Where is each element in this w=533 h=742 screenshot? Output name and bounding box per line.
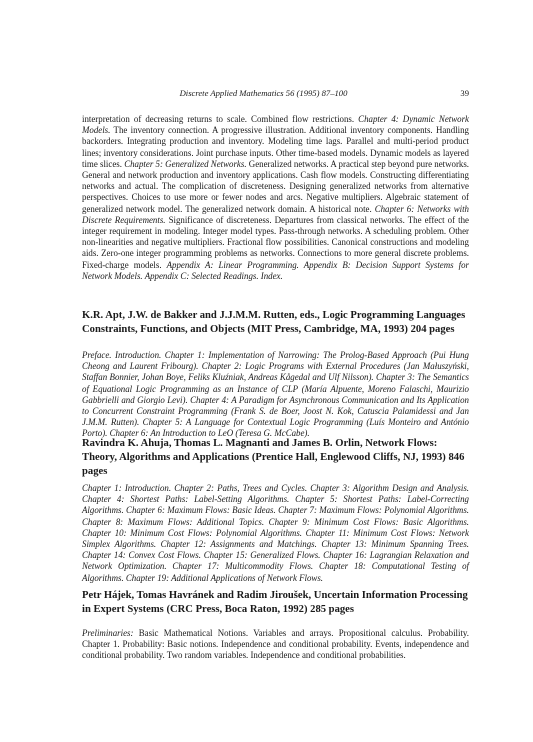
review-continuation-text (82, 114, 469, 282)
running-header (58, 88, 469, 100)
journal-reference: Discrete Applied Mathematics 56 (1995) 87–100 (179, 88, 348, 98)
book-contents-hajek (82, 628, 469, 662)
text-run: Generalized networks. A practical step beyond pure networks. General and network production and inventory applications. Cash flow models. Constructing differentiating networks and actual. The complication of discreteness. Designing generalized networks from alternative perspectives. Choices to use more or fewer nodes and arcs. Negative multipliers. Algebraic statement of generalized network model. The generalized network domain. A historical note. (82, 158, 470, 214)
chapter-heading: Chapter 4: Dynamic Network Models. (82, 114, 469, 136)
contents-heading: Preliminaries: (82, 628, 139, 638)
text-run: Chapter 1. (82, 639, 123, 650)
appendix-list: Appendix A: Linear Programming. Appendix B: Decision Support Systems for Network Models. Appendix C: Selected Readings. Index. (82, 259, 470, 281)
contents-text: Chapter 1: Introduction. Chapter 2: Paths, Trees and Cycles. Chapter 3: Algorithm Design and Analysis. Chapter 4: Shortest Paths: Label-Setting Algorithms. Chapter 5: Shortest Paths: Label-Correcting Algorithms. Chapter 6: Maximum Flows: Basic Ideas. Chapter 7: Maximum Flows: Polynomial Algorithms. Chapter 8: Maximum Flows: Additional Topics. Chapter 9: Minimum Cost Flows: Basic Algorithms. Chapter 10: Minimum Cost Flows: Polynomial Algorithms. Chapter 11: Minimum Cost Flows: Network Simplex Algorithms. Chapter 12: Assignments and Matchings. Chapter 13: Minimum Spanning Trees. Chapter 14: Convex Cost Flows. Chapter 15: Generalized Flows. Chapter 16: Lagrangian Relaxation and Network Optimization. Chapter 17: Multicommodity Flows. Chapter 18: Computational Testing of Algorithms. Chapter 19: Additional Applications of Network Flows. (82, 483, 469, 583)
contents-text: Preface. Introduction. Chapter 1: Implementation of Narrowing: The Prolog-Based Approach (Pui Hung Cheong and Laurent Fribourg). Chapter 2: Logic Programs with External Procedures (Jan Małuszyński, Staffan Bonnier, Johan Boye, Feliks Kluźniak, Andreas Kågedal and Ulf Nilsson). Chapter 3: The Semantics of Equational Logic Programming as an Instance of CLP (María Alpuente, Moreno Falaschi, Maurizio Gabbrielli and Giorgio Levi). Chapter 4: A Paradigm for Asynchronous Communication and Its Application to Concurrent Constraint Programming (Frank S. de Boer, Joost N. Kok, Catuscia Palamidessi and Jan J.M.M. Rutten). Chapter 5: A Language for Contextual Logic Programming (Luís Monteiro and António Porto). Chapter 6: An Introduction to LeO (Teresa G. McCabe). (82, 350, 469, 439)
book-contents-apt (82, 350, 469, 440)
text-run: The inventory connection. A progressive illustration. Additional inventory components. Handling backorders. Integrating production and inventory. Modeling time lags. Parallel and multi-period product lines; inventory considerations. Joint purchase inputs. Other time-based models. Dynamic models as layered time slices. (82, 125, 469, 169)
page-number: 39 (460, 88, 469, 98)
book-contents-ahuja (82, 483, 469, 584)
text-run: Basic Mathematical Notions. Variables and arrays. Propositional calculus. Probability. (138, 628, 470, 638)
book-title-apt: K.R. Apt, J.W. de Bakker and J.J.M.M. Rutten, eds., Logic Programming Languages Constraints, Functions, and Objects (MIT Press, Cambridge, MA, 1993) 204 pages (82, 310, 466, 336)
book-title-ahuja: Ravindra K. Ahuja, Thomas L. Magnanti and James B. Orlin, Network Flows: Theory, Algorithms and Applications (Prentice Hall, Englewood Cliffs, NJ, 1993) 846 pages (82, 438, 465, 478)
text-run: Significance of discreteness. Departures from classical networks. The effect of the integer requirement in modeling. Integer model types. Pass-through networks. A scheduling problem. Other non-linearities and negative multipliers. Fractional flow possibilities. Canonical constructions and modeling aids. Zero-one integer programming problems as networks. Connections to more general discrete problems. Fixed-charge models. (82, 214, 469, 270)
text-run: Probability: Basic notions. Independence and conditional probability. Events, independence and conditional probability. Two random variables. Independence and conditional probabilities. (82, 639, 469, 661)
chapter-heading: Chapter 5: Generalized Networks. (124, 158, 247, 169)
chapter-heading: Chapter 6: Networks with Discrete Requirements. (82, 203, 469, 225)
text-run: interpretation of decreasing returns to scale. Combined flow restrictions. (82, 114, 359, 124)
book-title-hajek: Petr Hájek, Tomas Havránek and Radim Jiroušek, Uncertain Information Processing in Expert Systems (CRC Press, Boca Raton, 1992) 285 pages (82, 590, 468, 616)
